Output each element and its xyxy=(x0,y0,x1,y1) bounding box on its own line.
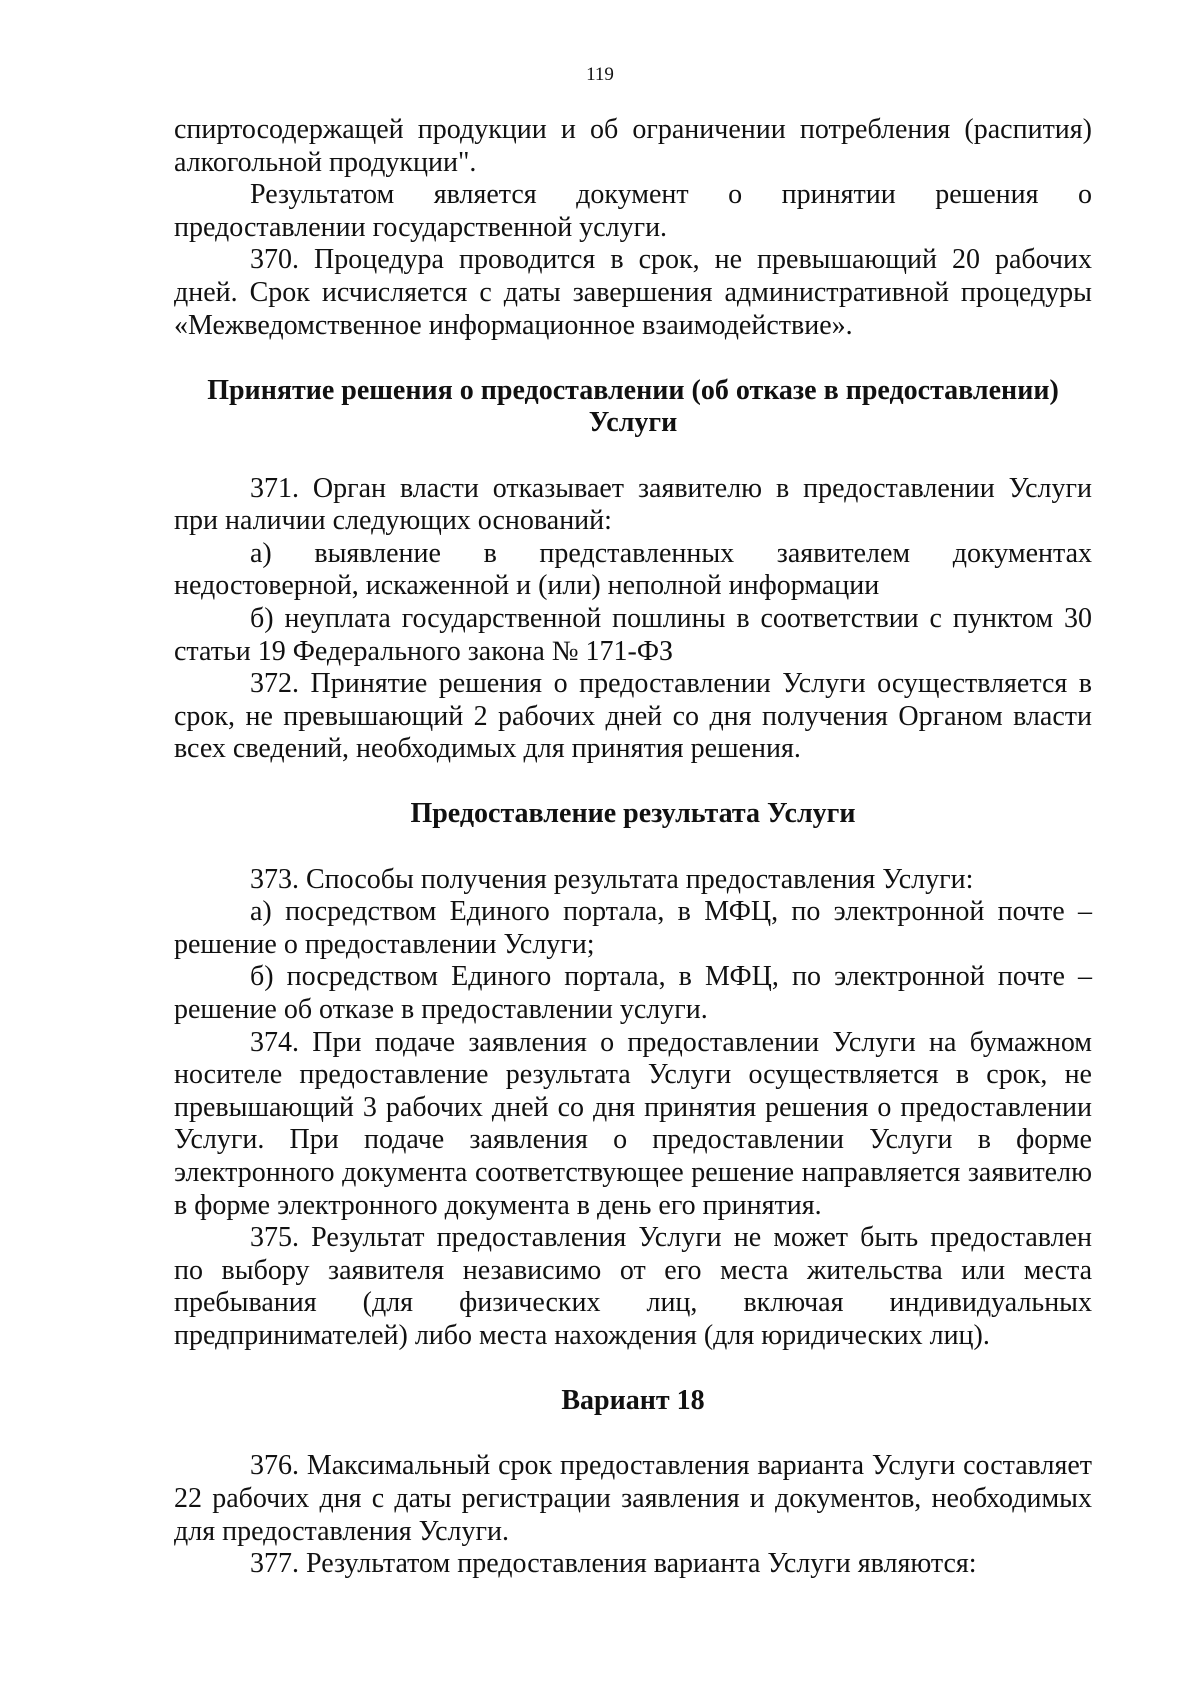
document-body xyxy=(174,114,1092,1581)
paragraph-371-b: б) неуплата государственной пошлины в соответствии с пунктом 30 статьи 19 Федерального закона № 171-ФЗ xyxy=(174,602,1092,667)
paragraph-375: 375. Результат предоставления Услуги не может быть предоставлен по выбору заявителя независимо от его места жительства или места пребывания (для физических лиц, включая индивидуальных предпринимателей) либо места нахождения (для юридических лиц). xyxy=(174,1222,1092,1351)
spacer xyxy=(174,766,1092,799)
section-heading-variant-18: Вариант 18 xyxy=(561,1385,705,1417)
spacer xyxy=(174,1353,1092,1386)
paragraph-result: Результатом является документ о принятии решения о предоставлении государственной услуги. xyxy=(174,179,1092,243)
section-heading-decision: Принятие решения о предоставлении (об отказе в предоставлении) Услуги xyxy=(207,374,1059,439)
paragraph-370: 370. Процедура проводится в срок, не превышающий 20 рабочих дней. Срок исчисляется с даты завершения административной процедуры «Межведомственное информационное взаимодействие». xyxy=(174,244,1092,341)
paragraph-376: 376. Максимальный срок предоставления варианта Услуги составляет 22 рабочих дня с даты регистрации заявления и документов, необходимых для предоставления Услуги. xyxy=(174,1450,1092,1547)
page-number: 119 xyxy=(586,64,614,85)
paragraph-373-b: б) посредством Единого портала, в МФЦ, по электронной почте – решение об отказе в предоставлении услуги. xyxy=(174,961,1092,1026)
paragraph-373: 373. Способы получения результата предоставления Услуги: xyxy=(250,863,974,895)
paragraph-continuation: спиртосодержащей продукции и об ограничении потребления (распития) алкогольной продукции". xyxy=(174,114,1092,178)
spacer xyxy=(174,440,1092,473)
paragraph-374: 374. При подаче заявления о предоставлении Услуги на бумажном носителе предоставление результата Услуги осуществляется в срок, не превышающий 3 рабочих дней со дня принятия решения о предоставлении Услуги. При подаче заявления о предоставлении Услуги в форме электронного документа соответствующее решение направляется заявителю в форме электронного документа в день его принятия. xyxy=(174,1026,1092,1221)
spacer xyxy=(174,1418,1092,1451)
paragraph-373-a: а) посредством Единого портала, в МФЦ, по электронной почте – решение о предоставлении Услуги; xyxy=(174,896,1092,960)
paragraph-371: 371. Орган власти отказывает заявителю в предоставлении Услуги при наличии следующих оснований: xyxy=(174,472,1092,537)
paragraph-372: 372. Принятие решения о предоставлении Услуги осуществляется в срок, не превышающий 2 рабочих дней со дня получения Органом власти всех сведений, необходимых для принятия решения. xyxy=(174,668,1092,765)
paragraph-377: 377. Результатом предоставления варианта Услуги являются: xyxy=(250,1548,977,1580)
paragraph-371-a: а) выявление в представленных заявителем документах недостоверной, искаженной и (или) неполной информации xyxy=(174,537,1092,602)
section-heading-result: Предоставление результата Услуги xyxy=(410,798,856,830)
spacer xyxy=(174,831,1092,864)
spacer xyxy=(174,342,1092,375)
